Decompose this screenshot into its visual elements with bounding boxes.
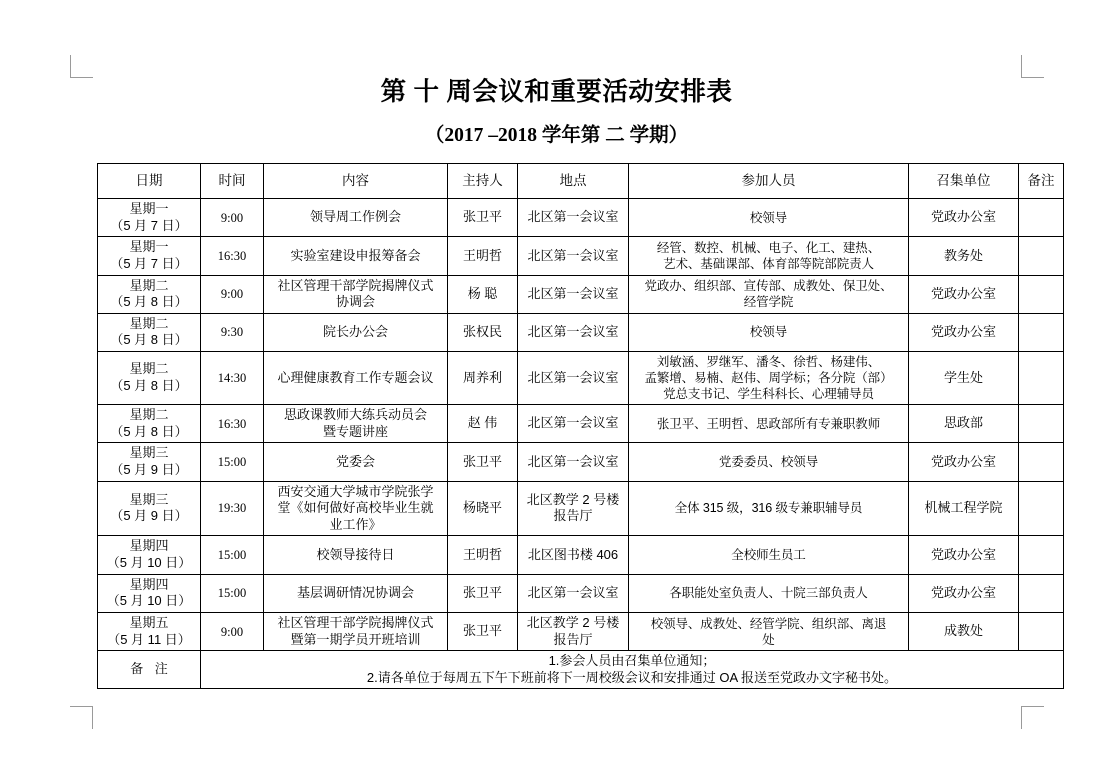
footer-note-line: 2.请各单位于每周五下午下班前将下一周校级会议和安排通过 OA 报送至党政办文字秘书处。 [366,669,898,685]
cell-date: 星期四 （5 月 10 日） [98,536,201,574]
cell-topic: 社区管理干部学院揭牌仪式 协调会 [264,275,448,313]
table-row [98,313,1064,351]
cell-people: 刘敏涵、罗继军、潘冬、徐哲、杨建伟、 孟繁增、易楠、赵伟、周学标；各分院（部） 党总支书记、学生科科长、心理辅导员 [629,352,909,405]
cell-unit: 学生处 [909,352,1019,405]
cell-place: 北区第一会议室 [518,275,629,313]
cell-place: 北区第一会议室 [518,352,629,405]
footer-note-line: 1.参会人员由召集单位通知； [548,653,716,669]
cell-topic: 西安交通大学城市学院张学 堂《如何做好高校毕业生就 业工作》 [264,481,448,536]
cell-topic: 领导周工作例会 [264,199,448,237]
cell-place: 北区教学 2 号楼 报告厅 [518,481,629,536]
cell-host: 张卫平 [448,443,518,481]
column-header-place: 地点 [518,164,629,199]
table-row [98,237,1064,275]
cell-time: 9:00 [201,612,264,650]
cell-date: 星期三 （5 月 9 日） [98,443,201,481]
cell-unit: 党政办公室 [909,199,1019,237]
column-header-unit: 召集单位 [909,164,1019,199]
table-row [98,481,1064,536]
cell-host: 王明哲 [448,536,518,574]
cell-date: 星期三 （5 月 9 日） [98,481,201,536]
column-header-topic: 内容 [264,164,448,199]
cell-note [1019,275,1064,313]
cell-topic: 社区管理干部学院揭牌仪式 暨第一期学员开班培训 [264,612,448,650]
cell-people: 校领导 [629,313,909,351]
cell-unit: 党政办公室 [909,536,1019,574]
cell-time: 14:30 [201,352,264,405]
page-corner-mark-bottom-left [70,706,93,729]
cell-time: 15:00 [201,536,264,574]
page-corner-mark-top-left [70,55,93,78]
cell-time: 9:00 [201,199,264,237]
cell-date: 星期二 （5 月 8 日） [98,275,201,313]
cell-host: 周养利 [448,352,518,405]
cell-place: 北区第一会议室 [518,313,629,351]
cell-topic: 基层调研情况协调会 [264,574,448,612]
cell-place: 北区第一会议室 [518,574,629,612]
cell-place: 北区第一会议室 [518,443,629,481]
cell-note [1019,574,1064,612]
cell-host: 张卫平 [448,574,518,612]
cell-people: 校领导、成教处、经管学院、组织部、离退 处 [629,612,909,650]
table-header-row [98,164,1064,199]
table-row [98,612,1064,650]
cell-unit: 教务处 [909,237,1019,275]
table-row [98,275,1064,313]
cell-note [1019,405,1064,443]
cell-place: 北区第一会议室 [518,405,629,443]
cell-unit: 党政办公室 [909,574,1019,612]
cell-unit: 党政办公室 [909,313,1019,351]
cell-host: 杨晓平 [448,481,518,536]
table-row [98,352,1064,405]
cell-people: 全体 315 级，316 级专兼职辅导员 [629,481,909,536]
cell-time: 15:00 [201,443,264,481]
cell-topic: 实验室建设申报筹备会 [264,237,448,275]
cell-note [1019,536,1064,574]
cell-people: 经管、数控、机械、电子、化工、建热、 艺术、基础课部、体育部等院部院责人 [629,237,909,275]
cell-place: 北区教学 2 号楼 报告厅 [518,612,629,650]
cell-time: 19:30 [201,481,264,536]
cell-place: 北区第一会议室 [518,199,629,237]
cell-note [1019,481,1064,536]
cell-unit: 党政办公室 [909,275,1019,313]
cell-people: 党委委员、校领导 [629,443,909,481]
cell-people: 校领导 [629,199,909,237]
cell-note [1019,313,1064,351]
cell-topic: 校领导接待日 [264,536,448,574]
table-row [98,443,1064,481]
cell-date: 星期二 （5 月 8 日） [98,405,201,443]
cell-topic: 院长办公会 [264,313,448,351]
cell-unit: 机械工程学院 [909,481,1019,536]
table-row [98,199,1064,237]
cell-time: 9:00 [201,275,264,313]
cell-unit: 成教处 [909,612,1019,650]
column-header-people: 参加人员 [629,164,909,199]
cell-unit: 党政办公室 [909,443,1019,481]
page-corner-mark-bottom-right [1021,706,1044,729]
table-row [98,574,1064,612]
cell-place: 北区第一会议室 [518,237,629,275]
cell-people: 全校师生员工 [629,536,909,574]
cell-host: 王明哲 [448,237,518,275]
cell-date: 星期二 （5 月 8 日） [98,313,201,351]
cell-host: 赵 伟 [448,405,518,443]
cell-host: 杨 聪 [448,275,518,313]
cell-note [1019,443,1064,481]
cell-host: 张权民 [448,313,518,351]
cell-date: 星期四 （5 月 10 日） [98,574,201,612]
cell-note [1019,612,1064,650]
schedule-table-container [97,163,1063,689]
document-subtitle: （2017 –2018 学年第 二 学期） [424,125,689,146]
cell-note [1019,352,1064,405]
cell-topic: 心理健康教育工作专题会议 [264,352,448,405]
cell-people: 各职能处室负责人、十院三部负责人 [629,574,909,612]
cell-unit: 思政部 [909,405,1019,443]
column-header-note: 备注 [1019,164,1064,199]
cell-topic: 党委会 [264,443,448,481]
cell-host: 张卫平 [448,199,518,237]
column-header-host: 主持人 [448,164,518,199]
footer-note-body [201,651,1064,689]
cell-place: 北区图书楼 406 [518,536,629,574]
cell-date: 星期五 （5 月 11 日） [98,612,201,650]
cell-date: 星期一 （5 月 7 日） [98,199,201,237]
cell-host: 张卫平 [448,612,518,650]
table-row [98,405,1064,443]
schedule-table-body [98,199,1064,651]
table-row [98,536,1064,574]
cell-date: 星期二 （5 月 8 日） [98,352,201,405]
column-header-date: 日期 [98,164,201,199]
schedule-table-footer [98,651,1064,689]
cell-topic: 思政课教师大练兵动员会 暨专题讲座 [264,405,448,443]
cell-time: 9:30 [201,313,264,351]
column-header-time: 时间 [201,164,264,199]
cell-note [1019,199,1064,237]
cell-time: 16:30 [201,405,264,443]
schedule-table [97,163,1064,689]
cell-note [1019,237,1064,275]
page-corner-mark-top-right [1021,55,1044,78]
cell-people: 党政办、组织部、宣传部、成教处、保卫处、 经管学院 [629,275,909,313]
footer-note-row [98,651,1064,689]
footer-note-label: 备 注 [98,651,201,689]
document-title: 第 十 周会议和重要活动安排表 [380,77,733,106]
cell-time: 15:00 [201,574,264,612]
cell-date: 星期一 （5 月 7 日） [98,237,201,275]
cell-time: 16:30 [201,237,264,275]
cell-people: 张卫平、王明哲、思政部所有专兼职教师 [629,405,909,443]
